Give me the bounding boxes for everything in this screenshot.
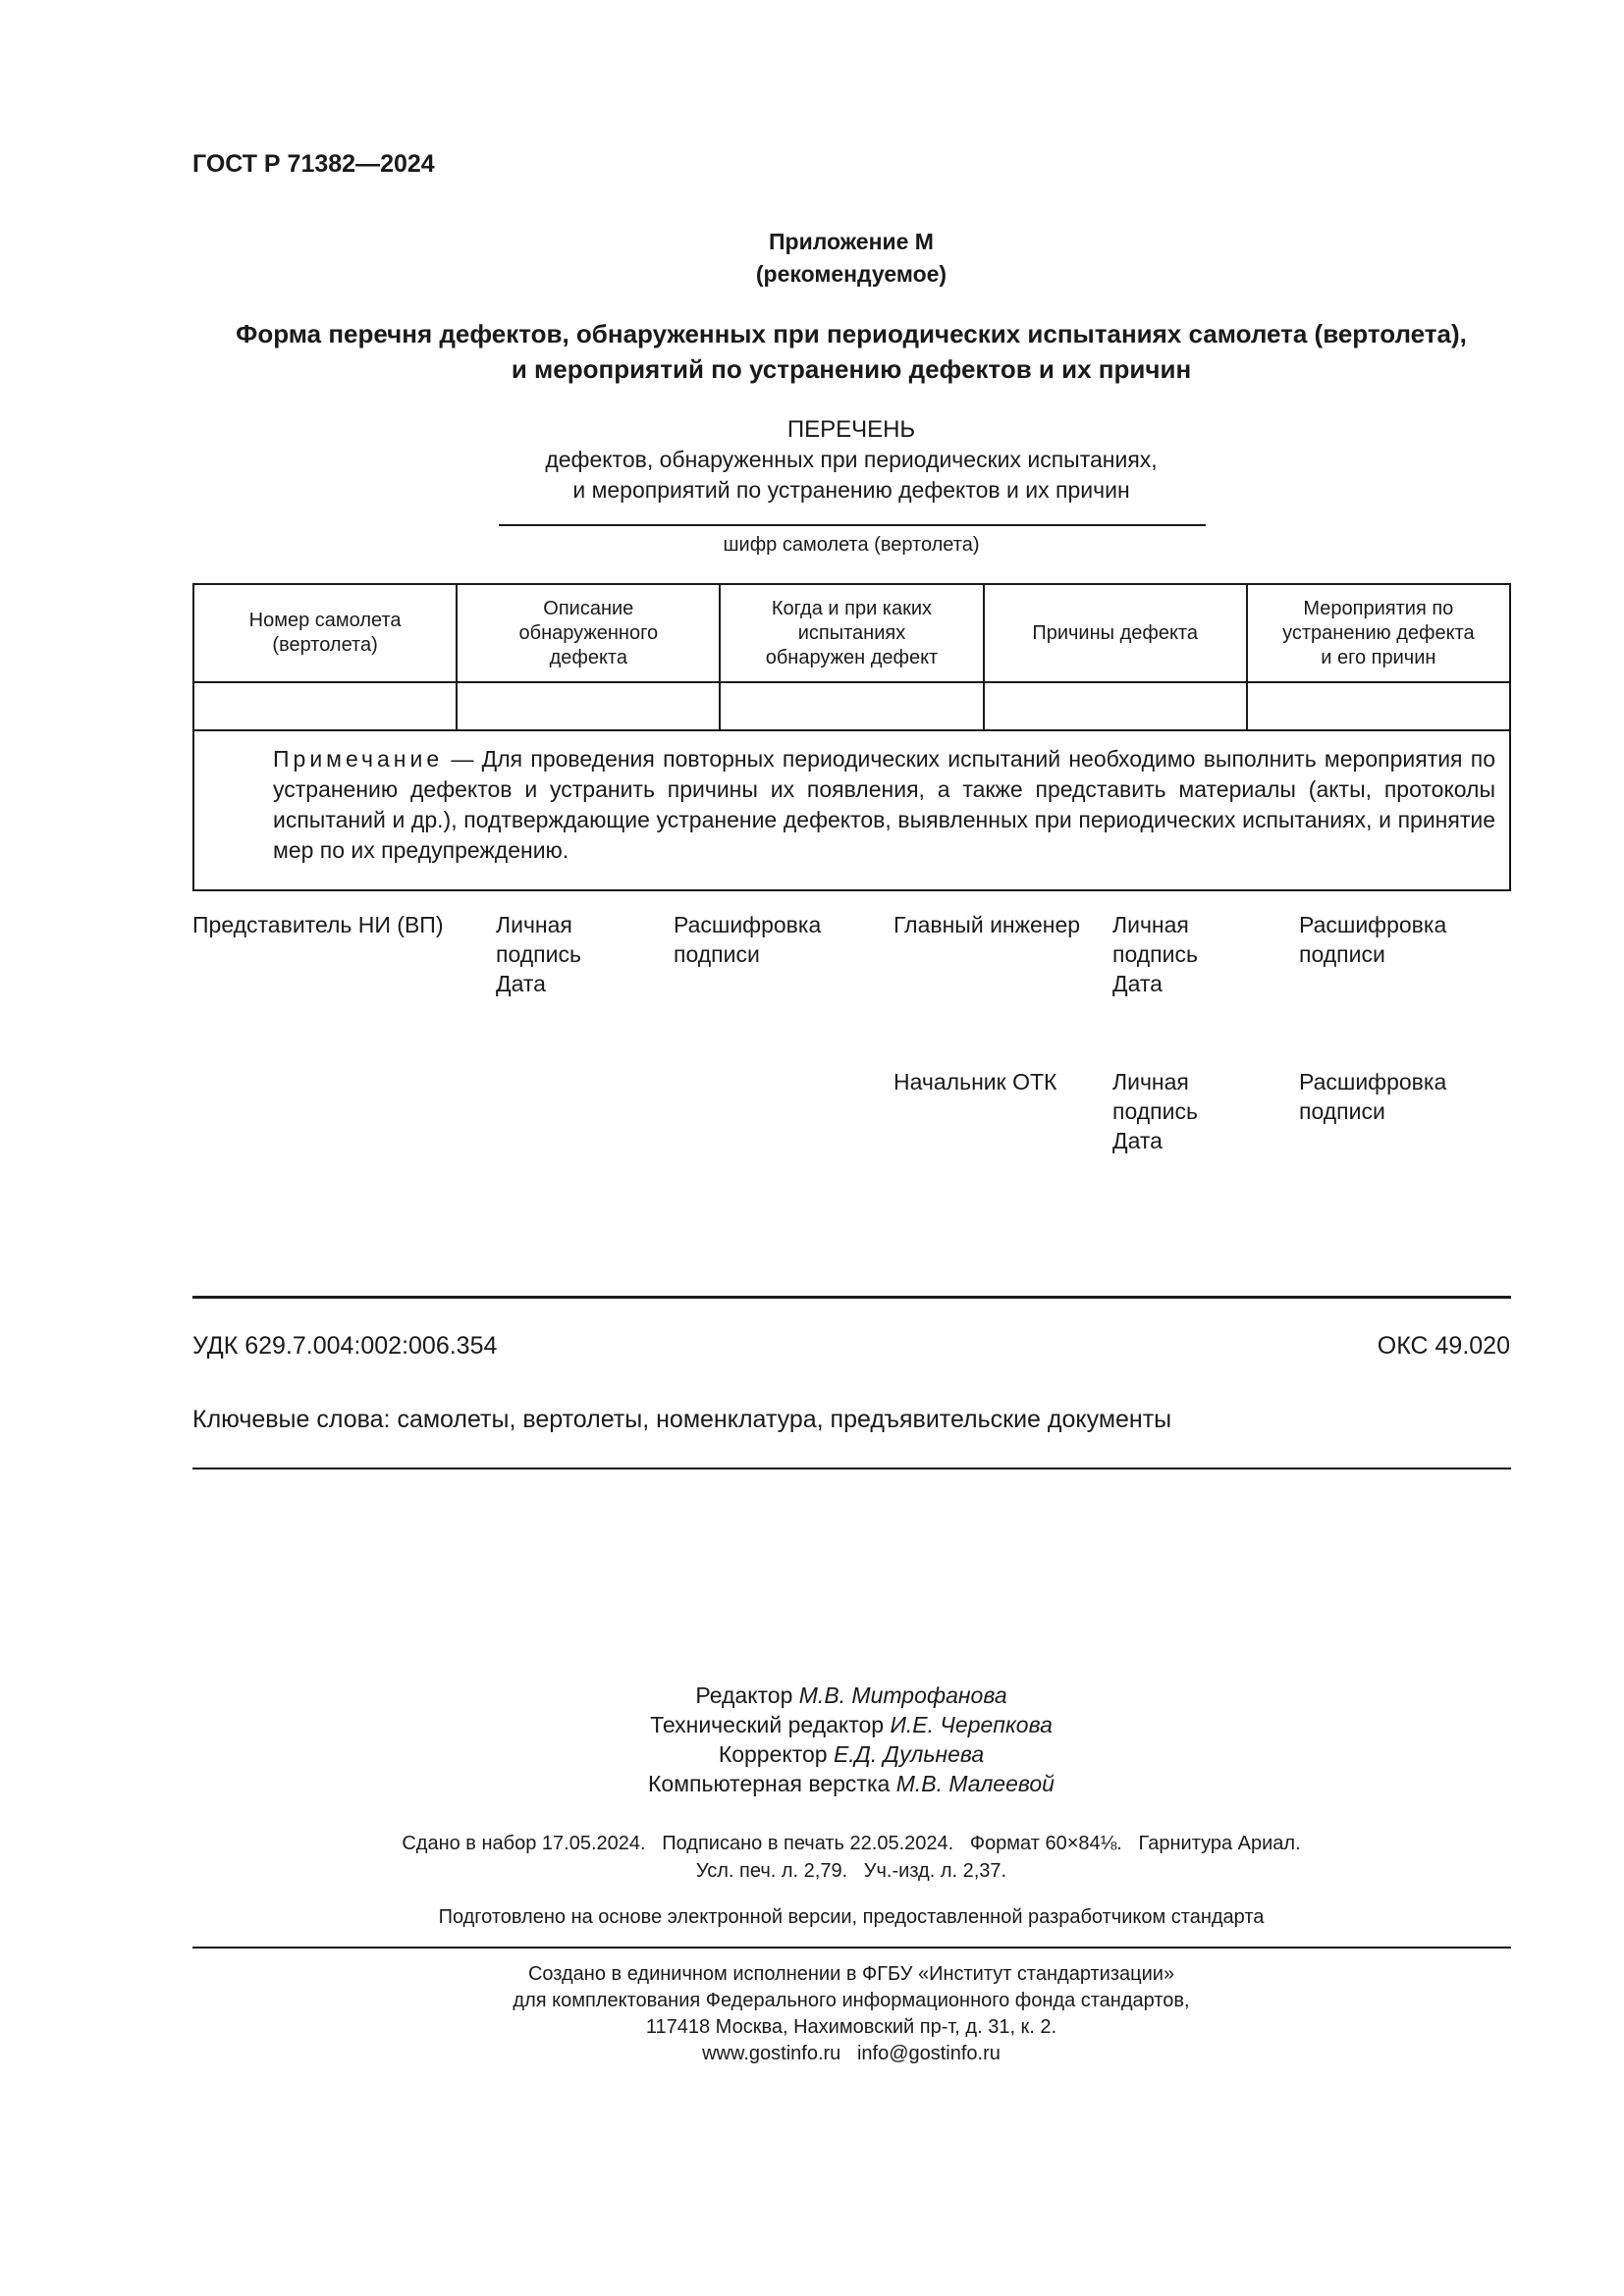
note-text: Для проведения повторных периодических испытаний необходимо выполнить мероприятия по устранению дефектов и устранить причины их появления, а также представить материалы (акты, протоколы испытаний и др.), подтверждающие устранение дефектов, выявленных при периодических испытаниях, и принятие мер по их предупреждению. bbox=[273, 746, 1496, 863]
created-line-1: Создано в единичном исполнении в ФГБУ «Институт стандартизации» bbox=[527, 1963, 1175, 1985]
cipher-caption: шифр самолета (вертолета) bbox=[723, 534, 980, 556]
print-info-line-2: Усл. печ. л. 2,79. Уч.-изд. л. 2,37. bbox=[695, 1860, 1007, 1882]
column-header-text: (вертолета) bbox=[272, 634, 378, 656]
column-header-text: испытаниях bbox=[797, 621, 906, 644]
staff-credits bbox=[192, 1681, 1510, 1798]
signature-rep-decode-line-1: Расшифровка bbox=[674, 912, 822, 937]
signature-otk-decode-line-1: Расшифровка bbox=[1299, 1069, 1447, 1095]
signature-otk-sign bbox=[1112, 1067, 1198, 1155]
form-title-line-2: и мероприятий по устранению дефектов и их причин bbox=[511, 354, 1192, 384]
signature-chief-decode bbox=[1299, 910, 1446, 969]
signature-chief-sign-line-2: подпись bbox=[1112, 941, 1198, 967]
appendix-heading bbox=[192, 226, 1510, 291]
table-row bbox=[193, 682, 1510, 730]
imprint-rule bbox=[192, 1947, 1511, 1949]
created-contacts: www.gostinfo.ru info@gostinfo.ru bbox=[702, 2043, 1001, 2064]
udk-code: УДК 629.7.004:002:006.354 bbox=[192, 1332, 498, 1360]
column-header-text: обнаружен дефект bbox=[765, 646, 939, 668]
column-header-text: устранению дефекта bbox=[1282, 621, 1475, 644]
editor-name: М.В. Митрофанова bbox=[798, 1682, 1007, 1708]
appendix-status: (рекомендуемое) bbox=[755, 261, 947, 287]
signature-rep-sign-line-2: подпись bbox=[496, 941, 581, 967]
signature-otk-date: Дата bbox=[1112, 1128, 1163, 1153]
table-cell bbox=[1247, 682, 1510, 730]
signature-otk-sign-line-2: подпись bbox=[1112, 1098, 1198, 1124]
column-header-aircraft-number bbox=[193, 584, 457, 682]
corrector-label: Корректор bbox=[718, 1741, 834, 1767]
column-header-text: Мероприятия по bbox=[1303, 597, 1454, 619]
signature-chief-decode-line-2: подписи bbox=[1299, 941, 1385, 967]
layout-label: Компьютерная верстка bbox=[648, 1771, 896, 1796]
note-label: Примечание bbox=[273, 746, 444, 772]
cipher-underline bbox=[499, 524, 1206, 526]
prepared-note: Подготовлено на основе электронной версии, предоставленной разработчиком стандарта bbox=[438, 1906, 1265, 1928]
layout-credit bbox=[192, 1769, 1510, 1798]
tech-editor-name: И.Е. Черепкова bbox=[890, 1712, 1053, 1737]
editor-credit bbox=[192, 1681, 1510, 1710]
form-title-line-1: Форма перечня дефектов, обнаруженных при периодических испытаниях самолета (вертолета), bbox=[236, 319, 1467, 348]
signature-otk-role: Начальник ОТК bbox=[893, 1069, 1057, 1095]
document-code: ГОСТ Р 71382—2024 bbox=[192, 150, 435, 178]
table-note-row bbox=[193, 730, 1510, 890]
signature-chief-date: Дата bbox=[1112, 971, 1163, 996]
list-title: ПЕРЕЧЕНЬ bbox=[786, 416, 916, 443]
column-header-text: Причины дефекта bbox=[1032, 621, 1198, 644]
footer-top-rule bbox=[192, 1296, 1511, 1299]
list-heading bbox=[192, 414, 1510, 506]
signature-otk-decode bbox=[1299, 1067, 1446, 1126]
signature-rep-sign bbox=[496, 910, 581, 998]
footer-bottom-rule bbox=[192, 1468, 1511, 1469]
created-info bbox=[192, 1961, 1510, 2067]
column-header-text: Номер самолета bbox=[248, 610, 402, 631]
table-cell bbox=[193, 682, 457, 730]
layout-name: М.В. Малеевой bbox=[895, 1771, 1055, 1796]
table-cell bbox=[984, 682, 1247, 730]
oks-code: ОКС 49.020 bbox=[1377, 1332, 1510, 1360]
defects-table bbox=[192, 583, 1511, 891]
signature-otk-decode-line-2: подписи bbox=[1299, 1098, 1385, 1124]
keywords: Ключевые слова: самолеты, вертолеты, номенклатура, предъявительские документы bbox=[192, 1406, 1172, 1433]
list-subtitle-line-1: дефектов, обнаруженных при периодических испытаниях, bbox=[545, 447, 1158, 472]
column-header-text: Описание bbox=[543, 597, 634, 619]
signature-rep-decode bbox=[674, 910, 821, 969]
form-title bbox=[192, 316, 1510, 387]
signature-rep-date: Дата bbox=[496, 971, 546, 996]
column-header-text: Когда и при каких bbox=[771, 597, 933, 619]
tech-editor-label: Технический редактор bbox=[650, 1712, 891, 1737]
corrector-name: Е.Д. Дульнева bbox=[833, 1741, 985, 1767]
signature-chief-sign-line-1: Личная bbox=[1112, 912, 1189, 937]
created-line-2: для комплектования Федерального информационного фонда стандартов, bbox=[513, 1990, 1190, 2011]
table-cell bbox=[457, 682, 720, 730]
column-header-text: обнаруженного bbox=[518, 621, 659, 644]
corrector-credit bbox=[192, 1739, 1510, 1769]
print-info bbox=[192, 1830, 1510, 1885]
column-header-defect-causes bbox=[984, 584, 1247, 682]
signature-rep-sign-line-1: Личная bbox=[496, 912, 572, 937]
note-dash: — bbox=[443, 746, 482, 772]
signature-chief-decode-line-1: Расшифровка bbox=[1299, 912, 1447, 937]
note-paragraph bbox=[208, 744, 1495, 866]
column-header-text: и его причин bbox=[1321, 646, 1436, 668]
column-header-defect-description bbox=[457, 584, 720, 682]
table-cell bbox=[720, 682, 983, 730]
appendix-title: Приложение М bbox=[769, 229, 934, 254]
signature-rep-role: Представитель НИ (ВП) bbox=[192, 912, 444, 937]
table-header-row bbox=[193, 584, 1510, 682]
column-header-text: дефекта bbox=[549, 646, 627, 668]
column-header-measures bbox=[1247, 584, 1510, 682]
signature-chief-sign bbox=[1112, 910, 1198, 998]
created-line-3: 117418 Москва, Нахимовский пр-т, д. 31, к. 2. bbox=[645, 2016, 1057, 2038]
table-note bbox=[193, 730, 1510, 890]
print-info-line-1: Сдано в набор 17.05.2024. Подписано в печать 22.05.2024. Формат 60×84⅛. Гарнитура Ариал. bbox=[402, 1833, 1301, 1854]
signature-otk-sign-line-1: Личная bbox=[1112, 1069, 1189, 1095]
tech-editor-credit bbox=[192, 1710, 1510, 1739]
editor-label: Редактор bbox=[695, 1682, 799, 1708]
signature-rep-decode-line-2: подписи bbox=[674, 941, 760, 967]
signature-chief-role: Главный инженер bbox=[893, 912, 1081, 937]
list-subtitle-line-2: и мероприятий по устранению дефектов и их причин bbox=[572, 477, 1130, 503]
column-header-when-detected bbox=[720, 584, 983, 682]
